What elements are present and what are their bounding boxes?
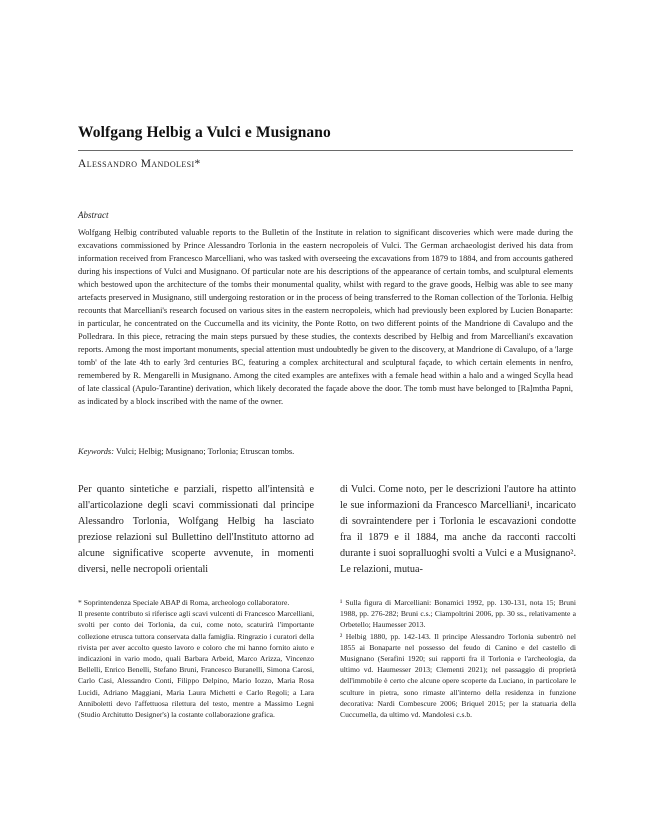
abstract-text: Wolfgang Helbig contributed valuable reports to the Bulletin of the Institute in relation to significant discoveries which were made during the excavations commissioned by Prince Alessandro Torlonia in the eastern necropoleis of Vulci. The German archaeologist derived his data from information received from Francesco Marcelliani, who was tasked with overseeing the excavations from 1879 to 1884, and from accounts gathered during his inspections of Vulci and Musignano. Of particular note are his descriptions of the appearance of certain tombs, and sculptural elements which bestowed upon the architecture of the tombs their monumental quality, whilst with regard to the grave goods, Helbig was able to see many artefacts preserved in Musignano, still undergoing restoration or in the process of being transferred to the Roman collection of the Torlonia. Helbig recounts that Marcelliani's research focused on various sites in the eastern necropoleis, which had previously been explored by Lucien Bonaparte: in particular, he concentrated on the Cuccumella and its vicinity, the Ponte Rotto, on two different points of the Mandrione di Cavalupo and the Polledrara. In this piece, retracing the main steps pursued by these studies, the contexts described by Helbig and from Marcelliani's excavation reports. Among the most important monuments, special attention must undoubtedly be given to the discovery, at Mandrione di Cavalupo, of a 'large tomb' of the late 4th to early 3rd centuries BC, featuring a complex architectural and sculptural façade, to which certain elements in nenfro, remembered by R. Mengarelli in Musignano. Among the cited examples are antefixes with a female head within a halo and a winged Scylla head of late classical (Apulo-Tarantine) derivation, which likely decorated the façade above the door. The tomb must have belonged to [Ra]mtha Papni, as indicated by a block inscribed with the name of the owner. <box>78 228 573 406</box>
title-divider <box>78 150 573 151</box>
body-text-right-column: di Vulci. Come noto, per le descrizioni l'autore ha attinto le sue informazioni da Francesco Marcelliani¹, incaricato di sovraintendere per i Torlonia le escavazioni condotte fra il 1879 e il 1884, ma anche da racconti raccolti durante i suoi sopralluoghi svolti a Vulci e a Musignano². Le relazioni, mutua- <box>340 484 576 575</box>
author-name: Alessandro Mandolesi* <box>78 158 201 170</box>
footnote-1: ¹ Sulla figura di Marcelliani: Bonamici 1992, pp. 130-131, nota 15; Bruni 1988, pp. 276-282; Bruni c.s.; Ciampoltrini 2006, pp. 30 ss., relativamente a Orbetello; Haumesser 2013. <box>340 598 576 630</box>
footnote-affiliation: * Soprintendenza Speciale ABAP di Roma, archeologo collaboratore. <box>78 598 290 607</box>
keywords-list: Vulci; Helbig; Musignano; Torlonia; Etruscan tombs. <box>115 447 295 456</box>
article-title: Wolfgang Helbig a Vulci e Musignano <box>78 124 331 141</box>
footnote-acknowledgements: Il presente contributo si riferisce agli scavi vulcenti di Francesco Marcelliani, svolti per conto dei Torlonia, da cui, come noto, scaturirà l'importante collezione etrusca tuttora conservata dalla famiglia. Ringrazio i curatori della rivista per aver accolto questo lavoro e coloro che mi hanno fornito aiuto e indicazioni in vario modo, quali Barbara Arbeid, Marco Arizza, Vincenzo Bellelli, Enrico Benelli, Stefano Bruni, Francesco Buranelli, Simona Carosi, Carlo Casi, Alessandro Conti, Filippo Delpino, Mario Iozzo, Maria Rosa Lucidi, Adriano Maggiani, Maria Laura Michetti e Carlo Regoli; a Lara Anniboletti devo l'affettuosa rilettura del testo, mentre a Massimo Legni (Studio Architutto Designer's) la costante collaborazione grafica. <box>78 609 314 720</box>
body-text-left-column: Per quanto sintetiche e parziali, rispetto all'intensità e all'articolazione degli scavi commissionati dal principe Alessandro Torlonia, Wolfgang Helbig ha lasciato preziose relazioni sul Bullettino dell'Instituto attorno ad alcune significative scoperte avvenute, in momenti diversi, nelle necropoli orientali <box>78 484 314 575</box>
footnotes-right-column <box>340 597 576 720</box>
keywords-label: Keywords: <box>78 447 114 456</box>
keywords-line <box>78 445 573 458</box>
footnotes-left-column <box>78 597 314 720</box>
abstract-heading: Abstract <box>78 210 109 220</box>
footnote-2: ² Helbig 1880, pp. 142-143. Il principe Alessandro Torlonia subentrò nel 1855 ai Bonaparte nel possesso del feudo di Canino e del castello di Musignano (Serafini 1920; sui rapporti fra il Torlonia e l'archeologia, da ultimo vd. Haumesser 2013; Clementi 2021); nel passaggio di proprietà dell'immobile è certo che alcune opere scoperte da Luciano, in particolare le sculture in pietra, sono rimaste all'interno della residenza in funzione decorativa: Nardi Combescure 2006; Briquel 2015; per la statuaria della Cuccumella, da ultimo vd. Mandolesi c.s.b. <box>340 631 576 720</box>
